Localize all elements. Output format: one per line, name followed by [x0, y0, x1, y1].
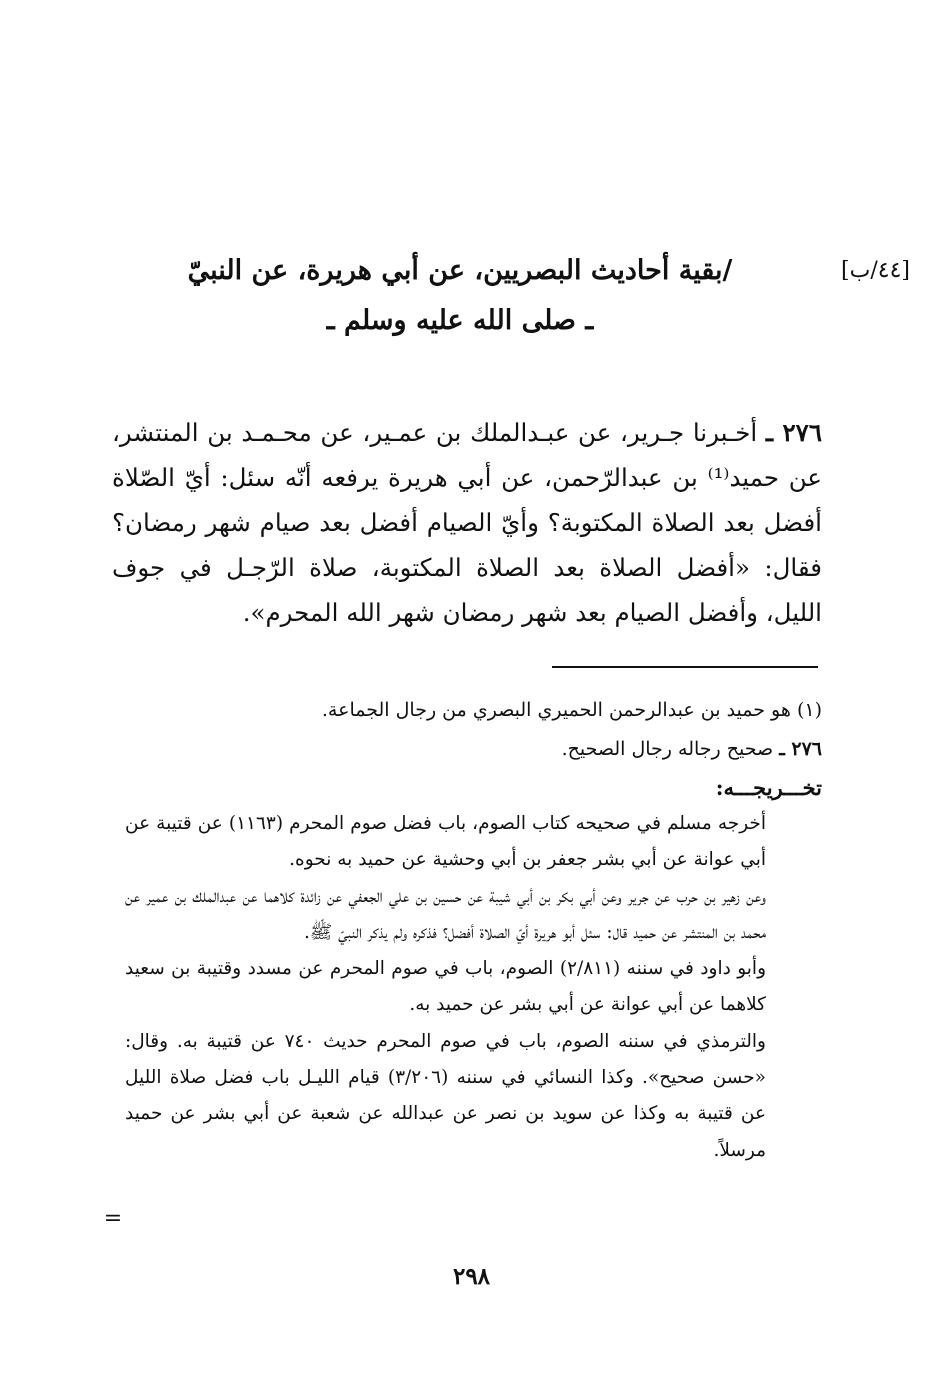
takhrij-paragraph: أخرجه مسلم في صحيحه كتاب الصوم، باب فضل صوم المحرم (١١٦٣) عن قتيبة عن أبي عوانة عن أبي بشر جعفر بن أبي وحشية عن حميد به نحوه.: [125, 813, 766, 871]
footnote-1: [112, 693, 822, 727]
section-title-line-2: ـ صلى الله عليه وسلم ـ: [326, 305, 594, 336]
hadith-number: ٢٧٦ ـ: [765, 418, 822, 447]
footnote-1-marker: (١): [796, 699, 822, 721]
footnote-hadith-grading: [112, 732, 822, 766]
takhrij-paragraph: وعن زهير بن حرب عن جرير وعن أبي بكر بن أبي شيبة عن حسين بن علي الجعفي عن زائدة كلاهما عن عبدالملك بن عمير عن محمد بن المنتشر عن حميد قال: سئل أبو هريرة أيّ الصلاة أفضل؟ فذكره ولم يذكر النبيّ ﷺ.: [125, 885, 766, 943]
section-title-line-1: /بقية أحاديث البصريين، عن أبي هريرة، عن النبيّ: [187, 255, 733, 286]
folio-marker: [٤٤/ب]: [841, 258, 910, 283]
takhrij-heading: تخـــريجـــه:: [715, 775, 822, 800]
footnote-1-text: هو حميد بن عبدالرحمن الحميري البصري من رجال الجماعة.: [321, 699, 791, 721]
section-title: [150, 246, 770, 346]
footnote-separator: [552, 666, 818, 668]
page-number: ٢٩٨: [452, 1263, 491, 1290]
takhrij-paragraph: والترمذي في سننه الصوم، باب في صوم المحرم حديث ٧٤٠ عن قتيبة به. وقال: «حسن صحيح». وكذا النسائي في سننه (٣/٢٠٦) قيام الليـل باب فضل صلاة الليل عن قتيبة به وكذا عن سويد بن نصر عن عبدالله عن شعبة عن أبي بشر عن حميد مرسلاً.: [125, 1030, 766, 1161]
footnote-2-marker: ٢٧٦ ـ: [779, 738, 822, 760]
continuation-mark: =: [103, 1206, 123, 1231]
hadith-text-block: [112, 410, 822, 635]
footnote-2-text: صحيح رجاله رجال الصحيح.: [561, 738, 774, 760]
hadith-body: أخـبرنا جـرير، عن عبـدالملك بن عمـير، عن محـمـد بن المنتشر، عن حميد⁽¹⁾ بن عبدالرّحمن، عن أبي هريرة يرفعه أنّه سئل: أيّ الصّلاة أفضل بعد الصلاة المكتوبة؟ وأيّ الصيام أفضل بعد صيام شهر رمضان؟ فقال: «أفضل الصلاة بعد الصلاة المكتوبة، صلاة الرّجـل في جوف الليل، وأفضل الصيام بعد شهر رمضان شهر الله المحرم».: [112, 418, 822, 627]
takhrij-paragraph: وأبو داود في سننه (٢/٨١١) الصوم، باب في صوم المحرم عن مسدد وقتيبة بن سعيد كلاهما عن أبي عوانة عن أبي بشر عن حميد به.: [125, 958, 767, 1016]
takhrij-body: [125, 806, 766, 1169]
